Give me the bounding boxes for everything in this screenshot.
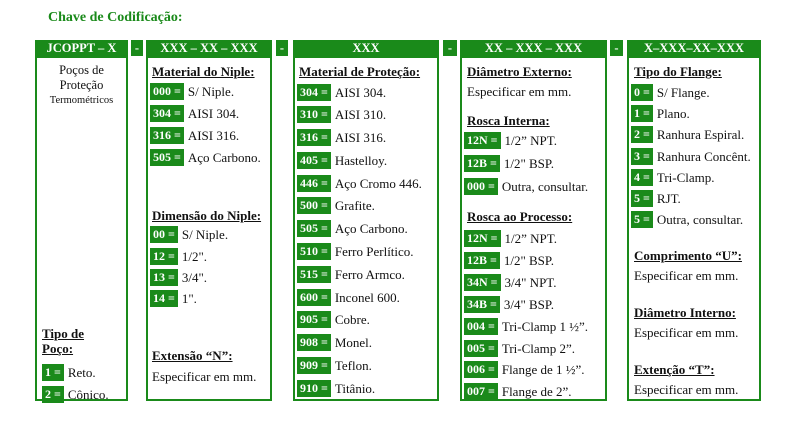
header-sep-3: - bbox=[443, 40, 457, 56]
list-item: 5 = RJT. bbox=[631, 190, 681, 207]
comprimento-u-text: Especificar em mm. bbox=[634, 268, 739, 283]
list-item: 2 = Ranhura Espiral. bbox=[631, 126, 744, 143]
list-item: 4 = Tri-Clamp. bbox=[631, 169, 715, 186]
list-item: 304 = AISI 304. bbox=[150, 105, 239, 122]
list-item: 1 = Plano. bbox=[631, 105, 690, 122]
header-material: XXX bbox=[293, 40, 439, 56]
extensao-n-title: Extensão “N”: bbox=[152, 348, 233, 363]
list-item: 14 = 1". bbox=[150, 290, 197, 307]
list-item: 304 = AISI 304. bbox=[297, 84, 386, 101]
header-flange: X–XXX–XX–XXX bbox=[627, 40, 761, 56]
extencao-t-text: Especificar em mm. bbox=[634, 382, 739, 397]
extensao-n-text: Especificar em mm. bbox=[152, 369, 257, 384]
list-item: 005 = Tri-Clamp 2”. bbox=[464, 340, 575, 357]
list-item: 310 = AISI 310. bbox=[297, 106, 386, 123]
list-item: 316 = AISI 316. bbox=[150, 127, 239, 144]
list-item: 12N = 1/2” NPT. bbox=[464, 132, 557, 149]
dimensao-niple-title: Dimensão do Niple: bbox=[152, 208, 262, 223]
header-sep-1: - bbox=[131, 40, 143, 56]
list-item: 908 = Monel. bbox=[297, 334, 372, 351]
header-sep-2: - bbox=[276, 40, 288, 56]
list-item: 316 = AISI 316. bbox=[297, 129, 386, 146]
list-item: 2 = Cônico. bbox=[42, 386, 109, 403]
list-item: 505 = Aço Carbono. bbox=[150, 149, 261, 166]
list-item: 007 = Flange de 2”. bbox=[464, 383, 572, 400]
material-niple-title: Material do Niple: bbox=[152, 64, 255, 79]
extencao-t-title: Extenção “T”: bbox=[634, 362, 715, 377]
page-title: Chave de Codificação: bbox=[48, 10, 183, 25]
list-item: 446 = Aço Cromo 446. bbox=[297, 175, 422, 192]
list-item: 1 = Reto. bbox=[42, 364, 96, 381]
header-niple: XXX – XX – XXX bbox=[146, 40, 272, 56]
tipo-poco-title: Tipo de Poço: bbox=[42, 326, 85, 356]
list-item: 3 = Ranhura Concênt. bbox=[631, 148, 751, 165]
material-protecao-title: Material de Proteção: bbox=[299, 64, 421, 79]
tipo-flange-title: Tipo do Flange: bbox=[634, 64, 722, 79]
list-item: 909 = Teflon. bbox=[297, 357, 372, 374]
rosca-interna-title: Rosca Interna: bbox=[467, 113, 550, 128]
column-pocos bbox=[35, 56, 128, 401]
code-badge: 2 = bbox=[42, 386, 64, 403]
list-item: 5 = Outra, consultar. bbox=[631, 211, 743, 228]
list-item: 910 = Titânio. bbox=[297, 380, 375, 397]
list-item: 500 = Grafite. bbox=[297, 197, 375, 214]
list-item: 600 = Inconel 600. bbox=[297, 289, 400, 306]
diametro-externo-title: Diâmetro Externo: bbox=[467, 64, 572, 79]
column-flange bbox=[627, 56, 761, 401]
list-item: 510 = Ferro Perlítico. bbox=[297, 243, 414, 260]
diametro-interno-title: Diâmetro Interno: bbox=[634, 305, 736, 320]
comprimento-u-title: Comprimento “U”: bbox=[634, 248, 742, 263]
header-jcoppt: JCOPPT – X bbox=[35, 40, 128, 56]
list-item: 34N = 3/4" NPT. bbox=[464, 274, 557, 291]
list-item: 34B = 3/4" BSP. bbox=[464, 296, 554, 313]
list-item: 004 = Tri-Clamp 1 ½”. bbox=[464, 318, 588, 335]
header-diametro-rosca: XX – XXX – XXX bbox=[460, 40, 607, 56]
diametro-externo-text: Especificar em mm. bbox=[467, 84, 572, 99]
list-item: 12 = 1/2". bbox=[150, 248, 207, 265]
list-item: 00 = S/ Niple. bbox=[150, 226, 228, 243]
list-item: 000 = Outra, consultar. bbox=[464, 178, 588, 195]
column-material-protecao bbox=[293, 56, 439, 401]
list-item: 405 = Hastelloy. bbox=[297, 152, 387, 169]
list-item: 006 = Flange de 1 ½”. bbox=[464, 361, 585, 378]
code-badge: 1 = bbox=[42, 364, 64, 381]
list-item: 12B = 1/2" BSP. bbox=[464, 252, 554, 269]
list-item: 000 = S/ Niple. bbox=[150, 83, 234, 100]
list-item: 505 = Aço Carbono. bbox=[297, 220, 408, 237]
list-item: 515 = Ferro Armco. bbox=[297, 266, 405, 283]
list-item: 0 = S/ Flange. bbox=[631, 84, 710, 101]
list-item: 12B = 1/2" BSP. bbox=[464, 155, 554, 172]
list-item: 905 = Cobre. bbox=[297, 311, 370, 328]
header-sep-4: - bbox=[610, 40, 623, 56]
list-item: 13 = 3/4". bbox=[150, 269, 207, 286]
diametro-interno-text: Especificar em mm. bbox=[634, 325, 739, 340]
column-diametro-rosca bbox=[460, 56, 607, 401]
rosca-processo-title: Rosca ao Processo: bbox=[467, 209, 573, 224]
list-item: 12N = 1/2” NPT. bbox=[464, 230, 557, 247]
pocos-description: Poços de Proteção Termométricos bbox=[49, 63, 114, 106]
column-niple bbox=[146, 56, 272, 401]
